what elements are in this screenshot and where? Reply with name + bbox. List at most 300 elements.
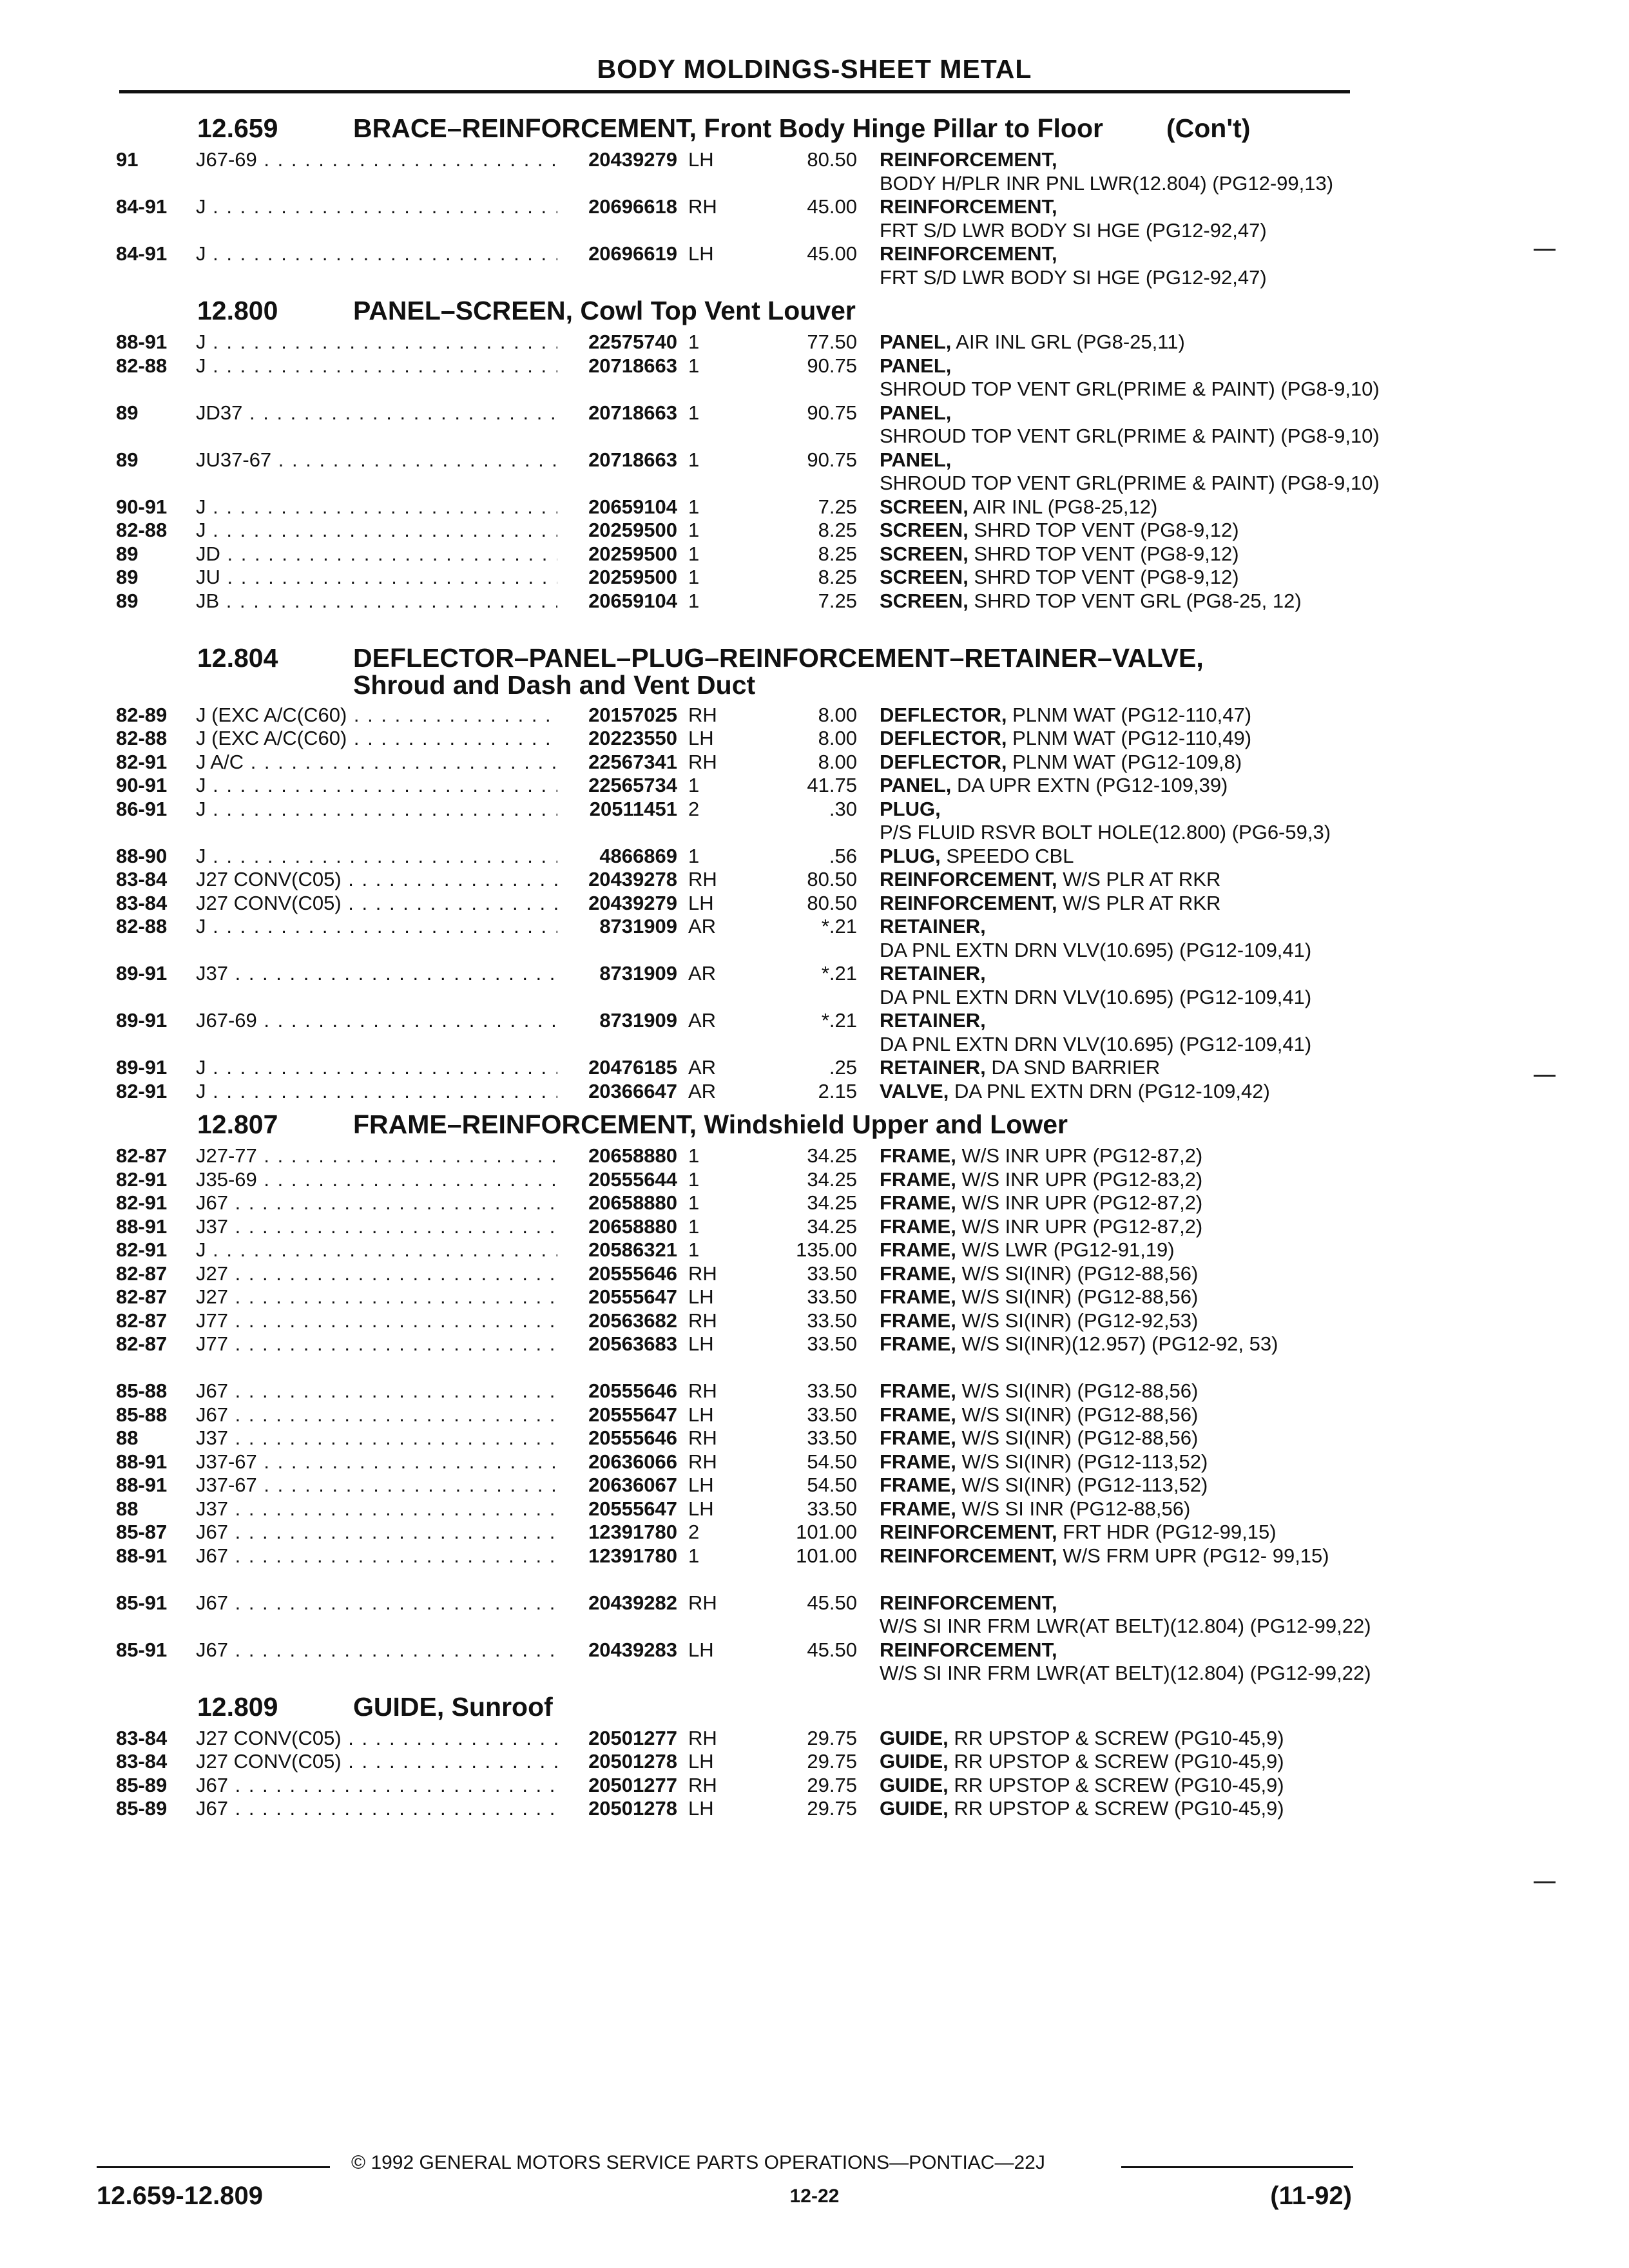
- price-cell: 80.50: [807, 148, 857, 171]
- part-number-cell: 20555644: [557, 1168, 677, 1192]
- part-number-cell: 8731909: [557, 1009, 677, 1033]
- quantity-cell: 2: [688, 1521, 700, 1543]
- year-cell: 89: [116, 589, 139, 612]
- year-cell: 85-88: [116, 1379, 168, 1402]
- price-cell: 80.50: [807, 891, 857, 914]
- section-title: PANEL–SCREEN, Cowl Top Vent Louver: [353, 296, 856, 325]
- description-keyword: FRAME,: [880, 1309, 956, 1332]
- description-text: W/S SI(INR) (PG12-88,56): [956, 1403, 1199, 1426]
- price-cell: 33.50: [807, 1262, 857, 1285]
- description-cell: [880, 774, 1353, 798]
- description-cell: [880, 704, 1353, 727]
- section-heading: [116, 1107, 1353, 1144]
- quantity-cell: AR: [688, 1009, 717, 1032]
- quantity-cell: 1: [688, 844, 700, 867]
- model-cell: J (EXC A/C(C60) . . .: [196, 704, 673, 727]
- description-keyword: SCREEN,: [880, 589, 969, 612]
- part-row: [116, 727, 1353, 751]
- section-title: FRAME–REINFORCEMENT, Windshield Upper and Lower: [353, 1110, 1068, 1139]
- model-cell: J37 . . .: [196, 1215, 673, 1239]
- part-row: [116, 495, 1353, 519]
- year-cell: 88-91: [116, 1450, 168, 1473]
- quantity-cell: LH: [688, 1285, 714, 1308]
- description-text: RR UPSTOP & SCREW (PG10-45,9): [948, 1797, 1284, 1820]
- description-keyword: REINFORCEMENT,: [880, 148, 1057, 171]
- model-cell: J37-67 . . .: [196, 1450, 673, 1474]
- year-cell: 82-91: [116, 1238, 168, 1261]
- description-keyword: RETAINER,: [880, 1056, 986, 1079]
- description-cell: [880, 1727, 1353, 1751]
- footer-rule-left: [97, 2166, 330, 2168]
- model-cell: JU37-67 . . .: [196, 448, 673, 472]
- model-cell: J67 . . .: [196, 1379, 673, 1403]
- description-keyword: REINFORCEMENT,: [880, 195, 1057, 218]
- price-cell: 90.75: [807, 401, 857, 424]
- description-cell: [880, 892, 1353, 916]
- footer-copyright: © 1992 GENERAL MOTORS SERVICE PARTS OPERATIONS—PONTIAC—22J: [351, 2152, 1045, 2173]
- description-cell: [880, 1638, 1371, 1686]
- part-row: [116, 1215, 1353, 1239]
- year-cell: 90-91: [116, 774, 168, 796]
- part-row: [116, 1591, 1371, 1639]
- quantity-cell: 1: [688, 448, 700, 471]
- quantity-cell: 1: [688, 1544, 700, 1567]
- price-cell: 29.75: [807, 1797, 857, 1820]
- year-cell: 89-91: [116, 1056, 168, 1079]
- year-cell: 90-91: [116, 495, 168, 518]
- part-number-cell: 22567341: [557, 751, 677, 774]
- description-cell: [880, 1144, 1353, 1168]
- description-text: SHROUD TOP VENT GRL(PRIME & PAINT) (PG8-9,10): [880, 378, 1380, 400]
- price-cell: 8.00: [818, 750, 857, 773]
- price-cell: 90.75: [807, 448, 857, 471]
- quantity-cell: LH: [688, 1474, 714, 1496]
- quantity-cell: AR: [688, 1056, 717, 1079]
- price-cell: *.21: [821, 1009, 857, 1032]
- quantity-cell: 1: [688, 519, 700, 541]
- price-cell: .30: [829, 797, 857, 820]
- quantity-cell: AR: [688, 962, 717, 985]
- part-row: [116, 1638, 1371, 1686]
- description-text: DA SND BARRIER: [985, 1056, 1161, 1079]
- description-keyword: PANEL,: [880, 401, 952, 424]
- price-cell: 29.75: [807, 1726, 857, 1749]
- part-number-cell: 20501277: [557, 1774, 677, 1798]
- part-number-cell: 20439279: [557, 892, 677, 916]
- year-cell: 89: [116, 401, 139, 424]
- model-cell: J67 . . .: [196, 1591, 673, 1615]
- part-row: [116, 1309, 1353, 1333]
- price-cell: *.21: [821, 915, 857, 937]
- quantity-cell: 1: [688, 774, 700, 796]
- description-cell: [880, 845, 1353, 869]
- description-text: PLNM WAT (PG12-110,49): [1007, 727, 1252, 749]
- part-row: [116, 1450, 1353, 1474]
- description-text: SHRD TOP VENT GRL (PG8-25, 12): [968, 589, 1302, 612]
- description-keyword: REINFORCEMENT,: [880, 891, 1057, 914]
- quantity-cell: 1: [688, 1191, 700, 1214]
- section-number: 12.804: [197, 642, 278, 673]
- quantity-cell: AR: [688, 1079, 717, 1102]
- parts-listing: [116, 107, 1380, 1821]
- description-text: W/S SI INR (PG12-88,56): [956, 1497, 1191, 1520]
- description-text: RR UPSTOP & SCREW (PG10-45,9): [948, 1726, 1284, 1749]
- description-text: SHRD TOP VENT (PG8-9,12): [968, 519, 1239, 541]
- description-text: W/S INR UPR (PG12-87,2): [956, 1191, 1203, 1214]
- model-cell: J27 CONV(C05) . . .: [196, 892, 673, 916]
- description-cell: [880, 1774, 1353, 1798]
- price-cell: 34.25: [807, 1168, 857, 1191]
- model-cell: J67-69 . . .: [196, 148, 673, 172]
- description-cell: [880, 1474, 1353, 1497]
- model-cell: J77 . . .: [196, 1332, 673, 1356]
- part-number-cell: 20563682: [557, 1309, 677, 1333]
- year-cell: 88-91: [116, 1215, 168, 1238]
- model-cell: J . . .: [196, 798, 673, 822]
- description-keyword: GUIDE,: [880, 1726, 949, 1749]
- quantity-cell: 1: [688, 354, 700, 377]
- model-cell: J67-69 . . .: [196, 1009, 673, 1033]
- description-text: SHROUD TOP VENT GRL(PRIME & PAINT) (PG8-9,10): [880, 425, 1380, 447]
- year-cell: 82-87: [116, 1285, 168, 1308]
- model-cell: J37 . . .: [196, 1427, 673, 1450]
- header-rule: [119, 90, 1350, 93]
- part-number-cell: 20555646: [557, 1262, 677, 1286]
- description-keyword: FRAME,: [880, 1262, 956, 1285]
- footer-page-number: 12-22: [789, 2186, 840, 2207]
- part-row: [116, 962, 1353, 1009]
- description-text: DA PNL EXTN DRN VLV(10.695) (PG12-109,41): [880, 985, 1312, 1008]
- year-cell: 82-88: [116, 354, 168, 377]
- price-cell: 33.50: [807, 1285, 857, 1308]
- part-number-cell: 20259500: [557, 566, 677, 590]
- description-text: RR UPSTOP & SCREW (PG10-45,9): [948, 1750, 1284, 1773]
- description-text: W/S LWR (PG12-91,19): [956, 1238, 1175, 1261]
- description-cell: [880, 354, 1380, 401]
- description-keyword: REINFORCEMENT,: [880, 1591, 1057, 1614]
- footer-date: (11-92): [1270, 2182, 1352, 2210]
- description-keyword: REINFORCEMENT,: [880, 868, 1057, 890]
- footer-rule-right: [1121, 2166, 1353, 2168]
- margin-mark: [1534, 249, 1556, 251]
- price-cell: 8.25: [818, 542, 857, 565]
- description-keyword: REINFORCEMENT,: [880, 1638, 1057, 1661]
- description-text: SHRD TOP VENT (PG8-9,12): [968, 542, 1239, 565]
- quantity-cell: RH: [688, 750, 717, 773]
- description-text: RR UPSTOP & SCREW (PG10-45,9): [948, 1773, 1284, 1796]
- part-number-cell: 20439278: [557, 868, 677, 892]
- part-row: [116, 1262, 1353, 1286]
- description-text: W/S PLR AT RKR: [1057, 891, 1221, 914]
- price-cell: 33.50: [807, 1497, 857, 1520]
- description-text: W/S INR UPR (PG12-87,2): [956, 1144, 1203, 1167]
- model-cell: J67 . . .: [196, 1403, 673, 1427]
- description-cell: [880, 1591, 1371, 1639]
- model-cell: J67 . . .: [196, 1521, 673, 1544]
- description-cell: [880, 331, 1353, 354]
- description-keyword: PANEL,: [880, 774, 952, 796]
- description-text: FRT S/D LWR BODY SI HGE (PG12-92,47): [880, 265, 1267, 289]
- description-text: W/S SI(INR) (PG12-113,52): [956, 1450, 1208, 1473]
- year-cell: 85-91: [116, 1638, 168, 1661]
- description-text: DA UPR EXTN (PG12-109,39): [951, 774, 1228, 796]
- description-keyword: PANEL,: [880, 448, 952, 471]
- part-number-cell: 20658880: [557, 1191, 677, 1215]
- part-row: [116, 401, 1380, 448]
- year-cell: 82-91: [116, 750, 168, 773]
- price-cell: 34.25: [807, 1191, 857, 1214]
- model-cell: J . . .: [196, 242, 673, 266]
- year-cell: 88: [116, 1427, 139, 1449]
- price-cell: 45.50: [807, 1638, 857, 1661]
- part-row: [116, 1427, 1353, 1450]
- quantity-cell: 1: [688, 542, 700, 565]
- part-number-cell: 20555646: [557, 1379, 677, 1403]
- part-number-cell: 20366647: [557, 1080, 677, 1104]
- part-row: [116, 519, 1353, 543]
- year-cell: 82-88: [116, 519, 168, 541]
- description-keyword: FRAME,: [880, 1497, 956, 1520]
- description-cell: [880, 1427, 1353, 1450]
- description-keyword: PANEL,: [880, 331, 952, 353]
- price-cell: 33.50: [807, 1332, 857, 1355]
- quantity-cell: RH: [688, 1726, 717, 1749]
- description-cell: [880, 868, 1353, 892]
- price-cell: 41.75: [807, 774, 857, 796]
- model-cell: J67 . . .: [196, 1544, 673, 1568]
- description-text: W/S INR UPR (PG12-87,2): [956, 1215, 1203, 1238]
- description-keyword: GUIDE,: [880, 1773, 949, 1796]
- description-keyword: SCREEN,: [880, 519, 969, 541]
- part-number-cell: 20696618: [557, 195, 677, 219]
- description-keyword: PANEL,: [880, 354, 952, 377]
- description-cell: [880, 915, 1353, 962]
- part-row: [116, 1750, 1353, 1774]
- description-cell: [880, 1262, 1353, 1286]
- section-number: 12.800: [197, 296, 278, 325]
- price-cell: 54.50: [807, 1474, 857, 1496]
- model-cell: J . . .: [196, 1080, 673, 1104]
- description-cell: [880, 1544, 1353, 1568]
- part-number-cell: 20659104: [557, 495, 677, 519]
- description-cell: [880, 195, 1353, 242]
- model-cell: J . . .: [196, 1238, 673, 1262]
- part-row: [116, 1332, 1353, 1379]
- section-subtitle: Shroud and Dash and Vent Duct: [353, 669, 756, 700]
- price-cell: 29.75: [807, 1773, 857, 1796]
- part-number-cell: 20555647: [557, 1403, 677, 1427]
- price-cell: 45.00: [807, 195, 857, 218]
- section-heading: [116, 293, 1353, 331]
- part-row: [116, 331, 1353, 354]
- part-number-cell: 20439282: [557, 1591, 677, 1615]
- description-cell: [880, 1450, 1353, 1474]
- year-cell: 82-91: [116, 1079, 168, 1102]
- description-text: P/S FLUID RSVR BOLT HOLE(12.800) (PG6-59,3): [880, 821, 1331, 843]
- price-cell: 90.75: [807, 354, 857, 377]
- part-row: [116, 1168, 1353, 1192]
- description-text: W/S SI(INR) (PG12-88,56): [956, 1285, 1199, 1308]
- description-cell: [880, 1009, 1353, 1056]
- part-row: [116, 195, 1353, 242]
- description-text: BODY H/PLR INR PNL LWR(12.804) (PG12-99,13): [880, 171, 1334, 195]
- description-cell: [880, 448, 1380, 495]
- part-number-cell: 20501278: [557, 1797, 677, 1821]
- description-cell: [880, 1797, 1353, 1821]
- model-cell: J . . .: [196, 915, 673, 939]
- part-row: [116, 868, 1353, 892]
- year-cell: 83-84: [116, 891, 168, 914]
- quantity-cell: LH: [688, 1332, 714, 1355]
- quantity-cell: 1: [688, 401, 700, 424]
- description-cell: [880, 1168, 1353, 1192]
- description-text: W/S SI(INR) (PG12-88,56): [956, 1262, 1199, 1285]
- description-text: SHROUD TOP VENT GRL(PRIME & PAINT) (PG8-9,10): [880, 472, 1380, 494]
- quantity-cell: RH: [688, 1773, 717, 1796]
- part-row: [116, 1521, 1353, 1544]
- description-keyword: DEFLECTOR,: [880, 750, 1007, 773]
- part-number-cell: 20157025: [557, 704, 677, 727]
- description-text: W/S INR UPR (PG12-83,2): [956, 1168, 1203, 1191]
- model-cell: J67 . . .: [196, 1639, 673, 1662]
- part-row: [116, 774, 1353, 798]
- part-row: [116, 590, 1353, 637]
- quantity-cell: RH: [688, 1427, 717, 1449]
- part-number-cell: 22565734: [557, 774, 677, 798]
- description-cell: [880, 1379, 1353, 1403]
- year-cell: 91: [116, 148, 139, 171]
- price-cell: 135.00: [796, 1238, 857, 1261]
- price-cell: 33.50: [807, 1379, 857, 1402]
- part-number-cell: 12391780: [557, 1544, 677, 1568]
- part-number-cell: 4866869: [557, 845, 677, 869]
- part-number-cell: 20696619: [557, 242, 677, 266]
- part-row: [116, 1144, 1353, 1168]
- price-cell: 45.50: [807, 1591, 857, 1614]
- part-row: [116, 242, 1353, 289]
- part-row: [116, 543, 1353, 566]
- description-keyword: FRAME,: [880, 1191, 956, 1214]
- price-cell: 45.00: [807, 242, 857, 265]
- part-number-cell: 20718663: [557, 354, 677, 378]
- part-row: [116, 1238, 1353, 1262]
- price-cell: 54.50: [807, 1450, 857, 1473]
- part-number-cell: 20636067: [557, 1474, 677, 1497]
- part-row: [116, 798, 1353, 845]
- description-keyword: GUIDE,: [880, 1797, 949, 1820]
- section-heading: [116, 1689, 1353, 1727]
- description-text: W/S PLR AT RKR: [1057, 868, 1221, 890]
- model-cell: J . . .: [196, 354, 673, 378]
- part-row: [116, 1727, 1353, 1751]
- description-text: W/S SI INR FRM LWR(AT BELT)(12.804) (PG12-99,22): [880, 1662, 1371, 1684]
- model-cell: J27 CONV(C05) . . .: [196, 1727, 673, 1751]
- quantity-cell: 2: [688, 797, 700, 820]
- section-heading: [116, 111, 1353, 148]
- quantity-cell: LH: [688, 1403, 714, 1426]
- model-cell: JB . . .: [196, 590, 673, 613]
- price-cell: .56: [829, 844, 857, 867]
- description-text: W/S SI(INR) (PG12-88,56): [956, 1379, 1199, 1402]
- description-text: PLNM WAT (PG12-110,47): [1007, 703, 1252, 726]
- description-cell: [880, 1497, 1353, 1521]
- year-cell: 85-89: [116, 1797, 168, 1820]
- part-number-cell: 20659104: [557, 590, 677, 613]
- year-cell: 82-91: [116, 1191, 168, 1214]
- description-text: FRT HDR (PG12-99,15): [1057, 1521, 1277, 1543]
- description-keyword: FRAME,: [880, 1403, 956, 1426]
- part-number-cell: 20555646: [557, 1427, 677, 1450]
- price-cell: 101.00: [796, 1544, 857, 1567]
- quantity-cell: RH: [688, 195, 717, 218]
- part-number-cell: 20555647: [557, 1285, 677, 1309]
- year-cell: 82-89: [116, 703, 168, 726]
- price-cell: 33.50: [807, 1403, 857, 1426]
- year-cell: 88-90: [116, 844, 168, 867]
- model-cell: J A/C . . .: [196, 751, 673, 774]
- description-cell: [880, 1332, 1353, 1356]
- part-number-cell: 20658880: [557, 1144, 677, 1168]
- description-text: PLNM WAT (PG12-109,8): [1007, 750, 1242, 773]
- part-number-cell: 20259500: [557, 519, 677, 543]
- part-number-cell: 8731909: [557, 915, 677, 939]
- description-cell: [880, 1521, 1353, 1544]
- description-text: DA PNL EXTN DRN VLV(10.695) (PG12-109,41): [880, 1032, 1312, 1055]
- year-cell: 88-91: [116, 1474, 168, 1496]
- quantity-cell: 1: [688, 1144, 700, 1167]
- quantity-cell: LH: [688, 727, 714, 749]
- description-keyword: REINFORCEMENT,: [880, 242, 1057, 265]
- description-keyword: SCREEN,: [880, 495, 969, 518]
- part-number-cell: 20658880: [557, 1215, 677, 1239]
- model-cell: J67 . . .: [196, 1797, 673, 1821]
- section-title: GUIDE, Sunroof: [353, 1691, 553, 1722]
- year-cell: 83-84: [116, 868, 168, 890]
- description-keyword: FRAME,: [880, 1379, 956, 1402]
- description-keyword: FRAME,: [880, 1332, 956, 1355]
- part-number-cell: 20555647: [557, 1497, 677, 1521]
- price-cell: *.21: [821, 962, 857, 985]
- year-cell: 89-91: [116, 1009, 168, 1032]
- year-cell: 85-87: [116, 1521, 168, 1543]
- part-number-cell: 20636066: [557, 1450, 677, 1474]
- quantity-cell: 1: [688, 495, 700, 518]
- description-cell: [880, 1285, 1353, 1309]
- page-title: BODY MOLDINGS-SHEET METAL: [597, 54, 1032, 84]
- margin-mark: [1534, 1075, 1556, 1077]
- quantity-cell: LH: [688, 148, 714, 171]
- model-cell: J . . .: [196, 195, 673, 219]
- margin-mark: [1534, 1881, 1556, 1883]
- part-number-cell: 12391780: [557, 1521, 677, 1544]
- model-cell: J67 . . .: [196, 1774, 673, 1798]
- description-cell: [880, 751, 1353, 774]
- footer-section-range: 12.659-12.809: [97, 2182, 264, 2210]
- quantity-cell: 1: [688, 1238, 700, 1261]
- price-cell: 8.25: [818, 566, 857, 588]
- section-title: BRACE–REINFORCEMENT, Front Body Hinge Pillar to Floor: [353, 113, 1103, 143]
- year-cell: 82-87: [116, 1332, 168, 1355]
- description-text: SHRD TOP VENT (PG8-9,12): [968, 566, 1239, 588]
- quantity-cell: 1: [688, 1215, 700, 1238]
- year-cell: 84-91: [116, 195, 168, 218]
- price-cell: 34.25: [807, 1144, 857, 1167]
- model-cell: J27 . . .: [196, 1262, 673, 1286]
- description-keyword: FRAME,: [880, 1474, 956, 1496]
- part-row: [116, 1285, 1353, 1309]
- part-number-cell: 20586321: [557, 1238, 677, 1262]
- description-keyword: RETAINER,: [880, 962, 986, 985]
